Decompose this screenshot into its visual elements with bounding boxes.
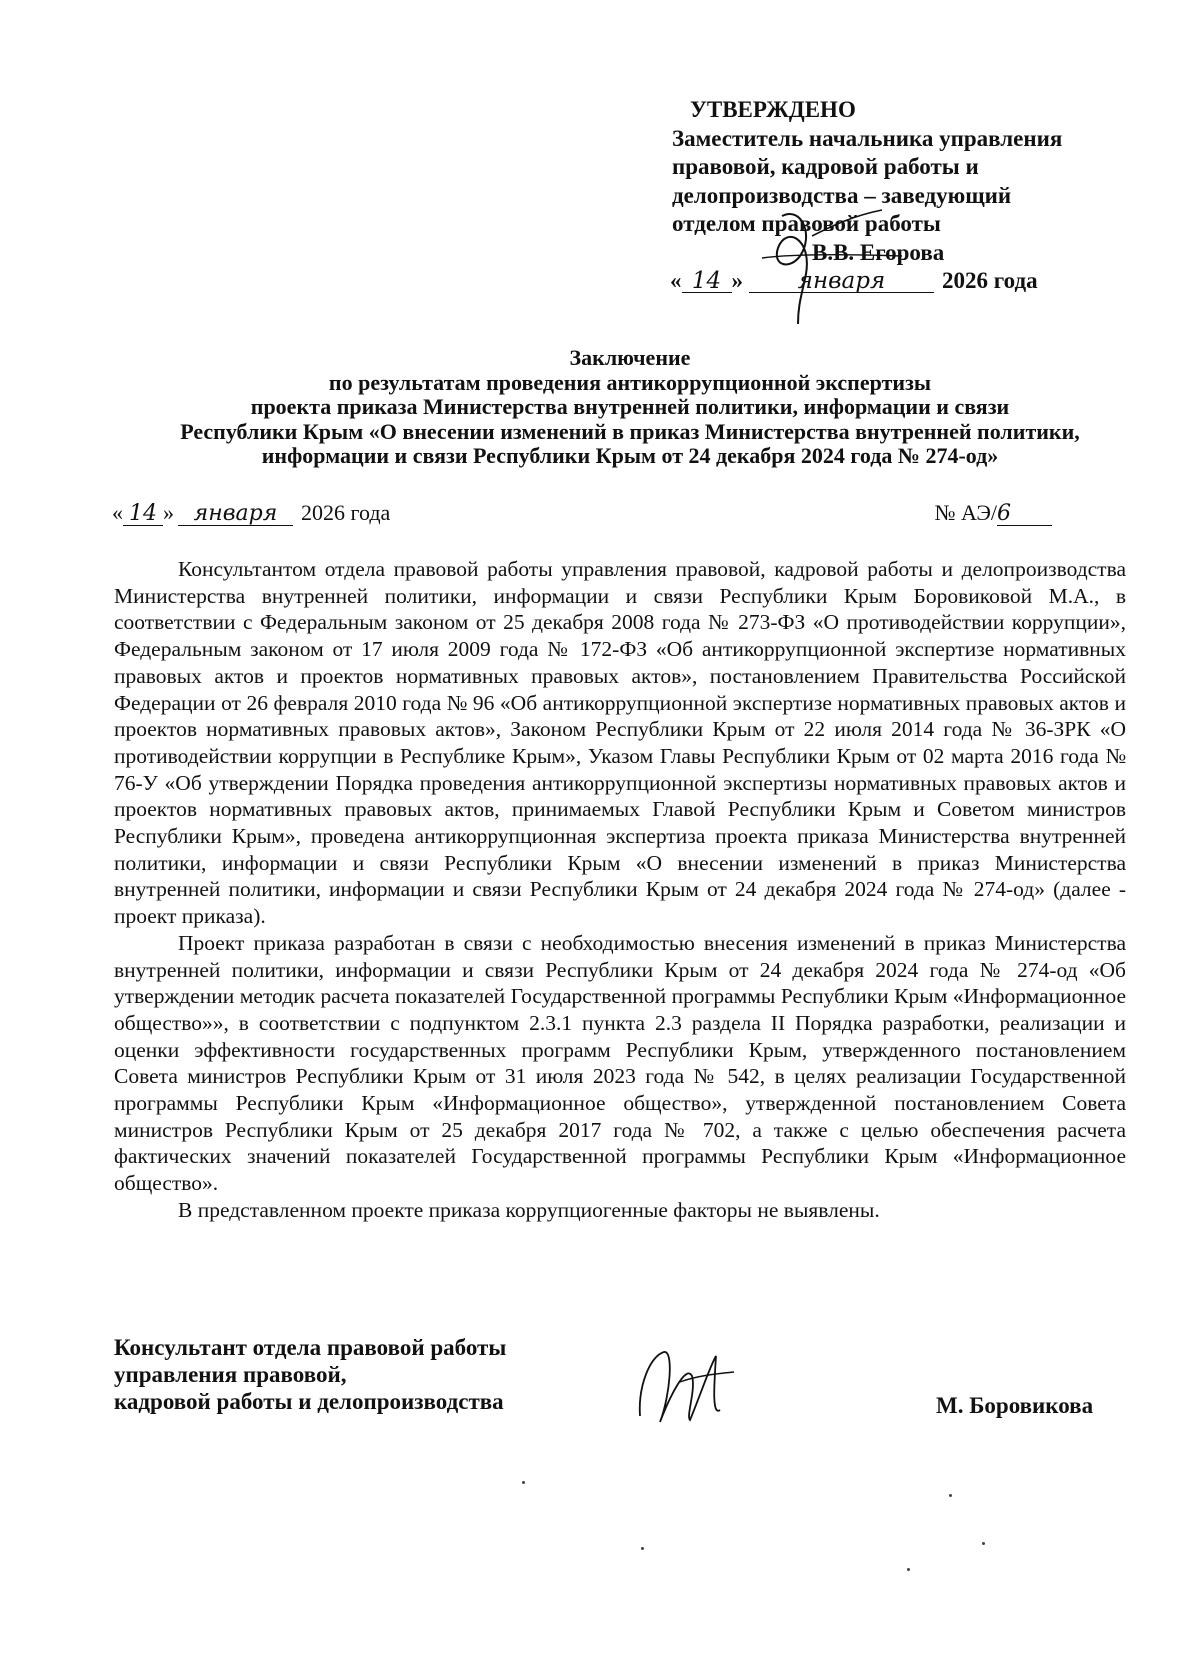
approval-position-line: отделом правовой работы: [672, 211, 941, 236]
document-date: [112, 500, 390, 526]
approver-signature-image: [742, 196, 912, 326]
document-date-close-quote: »: [163, 500, 174, 525]
approval-date-year: 2026 года: [942, 268, 1038, 293]
document-date-day-handwritten: 14: [123, 503, 163, 526]
document-body: [114, 556, 1126, 1224]
document-date-year: 2026 года: [301, 500, 391, 525]
scan-speck: [982, 1542, 985, 1545]
document-heading: [110, 346, 1150, 469]
scan-speck: [522, 1481, 525, 1484]
document-date-open-quote: «: [112, 500, 123, 525]
signer-role-line: кадровой работы и делопроизводства: [114, 1389, 504, 1414]
body-paragraph: В представленном проекте приказа коррупциогенные факторы не выявлены.: [178, 1197, 880, 1222]
document-number-prefix: № АЭ/: [934, 500, 997, 525]
approval-date-open-quote: «: [670, 268, 682, 293]
heading-line: по результатам проведения антикоррупционной экспертизы: [328, 369, 932, 395]
heading-line: Республики Крым «О внесении изменений в приказ Министерства внутренней политики,: [180, 418, 1080, 444]
body-paragraph: Консультантом отдела правовой работы управления правовой, кадровой работы и делопроизводства Министерства внутренней политики, информации и связи Республики Крым Боровиковой М.А., в соответствии с Федеральным законом от 25 декабря 2008 года № 273-ФЗ «О противодействии коррупции», Федеральным законом от 17 июля 2009 года № 172-ФЗ «Об антикоррупционной экспертизе нормативных правовых актов и проектов нормативных правовых актов», постановлением Правительства Российской Федерации от 26 февраля 2010 года № 96 «Об антикоррупционной экспертизе нормативных правовых актов и проектов нормативных правовых актов», Законом Республики Крым от 22 июля 2014 года № 36-ЗРК «О противодействии коррупции в Республике Крым», Указом Главы Республики Крым от 02 марта 2016 года № 76-У «Об утверждении Порядка проведения антикоррупционной экспертизы нормативных правовых актов и проектов нормативных правовых актов, принимаемых Главой Республики Крым и Советом министров Республики Крым», проведена антикоррупционная экспертиза проекта приказа Министерства внутренней политики, информации и связи Республики Крым «О внесении изменений в приказ Министерства внутренней политики, информации и связи Республики Крым от 24 декабря 2024 года № 274-од» (далее - проект приказа).: [114, 557, 1126, 929]
document-number: [935, 500, 1052, 526]
signer-role-line: управления правовой,: [114, 1362, 347, 1387]
approval-date-day-handwritten: 14: [682, 270, 732, 293]
body-paragraph: Проект приказа разработан в связи с необходимостью внесения изменений в приказ Министерства внутренней политики, информации и связи Республики Крым от 24 декабря 2024 года № 274-од «Об утверждении методик расчета показателей Государственной программы Республики Крым «Информационное общество»», в соответствии с подпунктом 2.3.1 пункта 2.3 раздела II Порядка разработки, реализации и оценки эффективности государственных программ Республики Крым, утвержденного постановлением Совета министров Республики Крым от 31 июля 2023 года № 542, в целях реализации Государственной программы Республики Крым «Информационное общество», утвержденной постановлением Совета министров Республики Крым от 25 декабря 2017 года № 702, а также с целью обеспечения расчета фактических значений показателей Государственной программы Республики Крым «Информационное общество».: [114, 930, 1126, 1196]
approval-position-line: правовой, кадровой работы и: [672, 154, 979, 179]
document-number-handwritten: 6: [997, 503, 1052, 526]
signer-role-line: Консультант отдела правовой работы: [114, 1335, 507, 1360]
signer-name: М. Боровикова: [936, 1393, 1094, 1418]
heading-line: информации и связи Республики Крым от 24 декабря 2024 года № 274-од»: [261, 443, 999, 468]
document-date-month-handwritten: января: [178, 503, 293, 526]
signer-role: [114, 1334, 594, 1415]
approval-date-month-handwritten: января: [749, 270, 934, 293]
signer-signature-image: [630, 1336, 740, 1436]
scan-speck: [641, 1547, 644, 1550]
approval-position-line: делопроизводства – заведующий: [672, 182, 1012, 208]
approval-date-close-quote: »: [731, 268, 743, 293]
scan-speck: [949, 1494, 952, 1497]
document-title: Заключение: [569, 345, 691, 370]
scan-speck: [907, 1568, 910, 1571]
approval-title: УТВЕРЖДЕНО: [690, 97, 856, 122]
heading-line: проекта приказа Министерства внутренней политики, информации и связи: [250, 394, 1010, 419]
approver-name: В.В. Егорова: [812, 239, 945, 265]
approval-position-line: Заместитель начальника управления: [672, 125, 1063, 151]
